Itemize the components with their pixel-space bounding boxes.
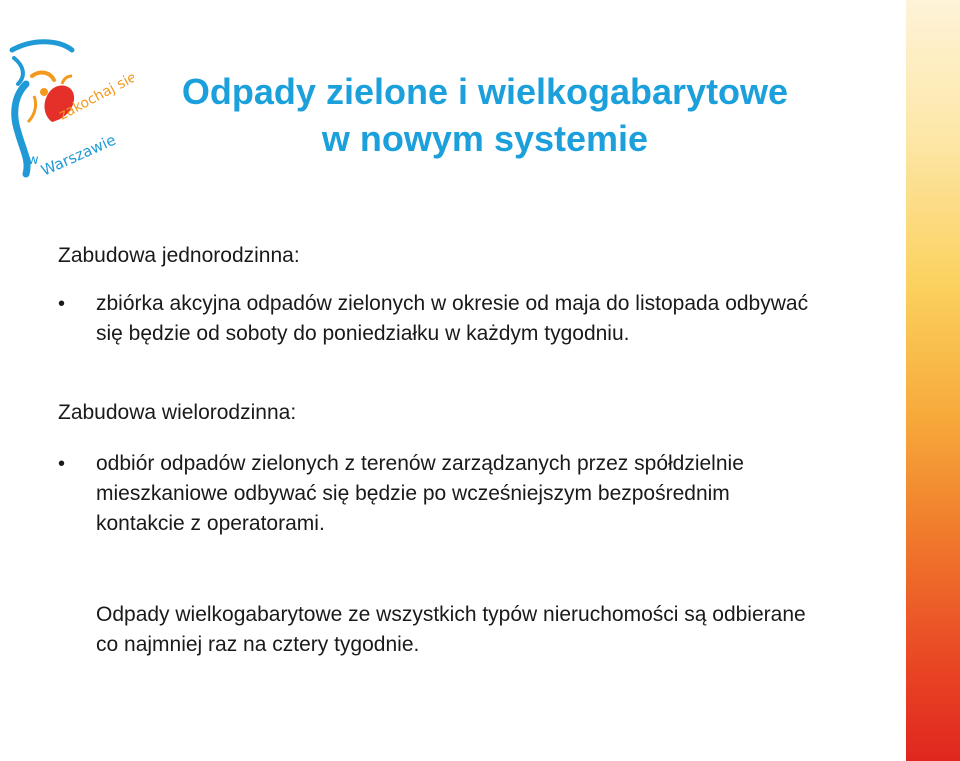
svg-text:zakochaj się: zakochaj się <box>56 69 134 124</box>
bullet-text: odbiór odpadów zielonych z terenów zarządzanych przez spółdzielnie mieszkaniowe odbywać się będzie po wcześniejszym bezpośrednim kontakcie z operatorami. <box>96 452 744 535</box>
svg-text:Warszawie: Warszawie <box>38 130 119 180</box>
closing-paragraph: Odpady wielkogabarytowe ze wszystkich typów nieruchomości są odbierane co najmniej raz na cztery tygodnie. <box>96 603 806 656</box>
logo-text <box>28 69 134 179</box>
bullet-text: zbiórka akcyjna odpadów zielonych w okresie od maja do listopada odbywać się będzie od soboty do poniedziałku w każdym tygodniu. <box>96 292 809 345</box>
bullet-icon: • <box>58 293 66 315</box>
bullet-icon: • <box>58 453 66 475</box>
warsaw-logo <box>4 36 134 186</box>
svg-text:w: w <box>28 153 39 168</box>
heading-single-family: Zabudowa jednorodzinna: <box>58 244 300 267</box>
page-title <box>120 68 850 162</box>
decorative-gradient-stripe <box>906 0 960 761</box>
heading-multi-family: Zabudowa wielorodzinna: <box>58 401 297 424</box>
title-line-1: Odpady zielone i wielkogabarytowe <box>181 71 789 112</box>
title-line-2: w nowym systemie <box>321 118 649 159</box>
